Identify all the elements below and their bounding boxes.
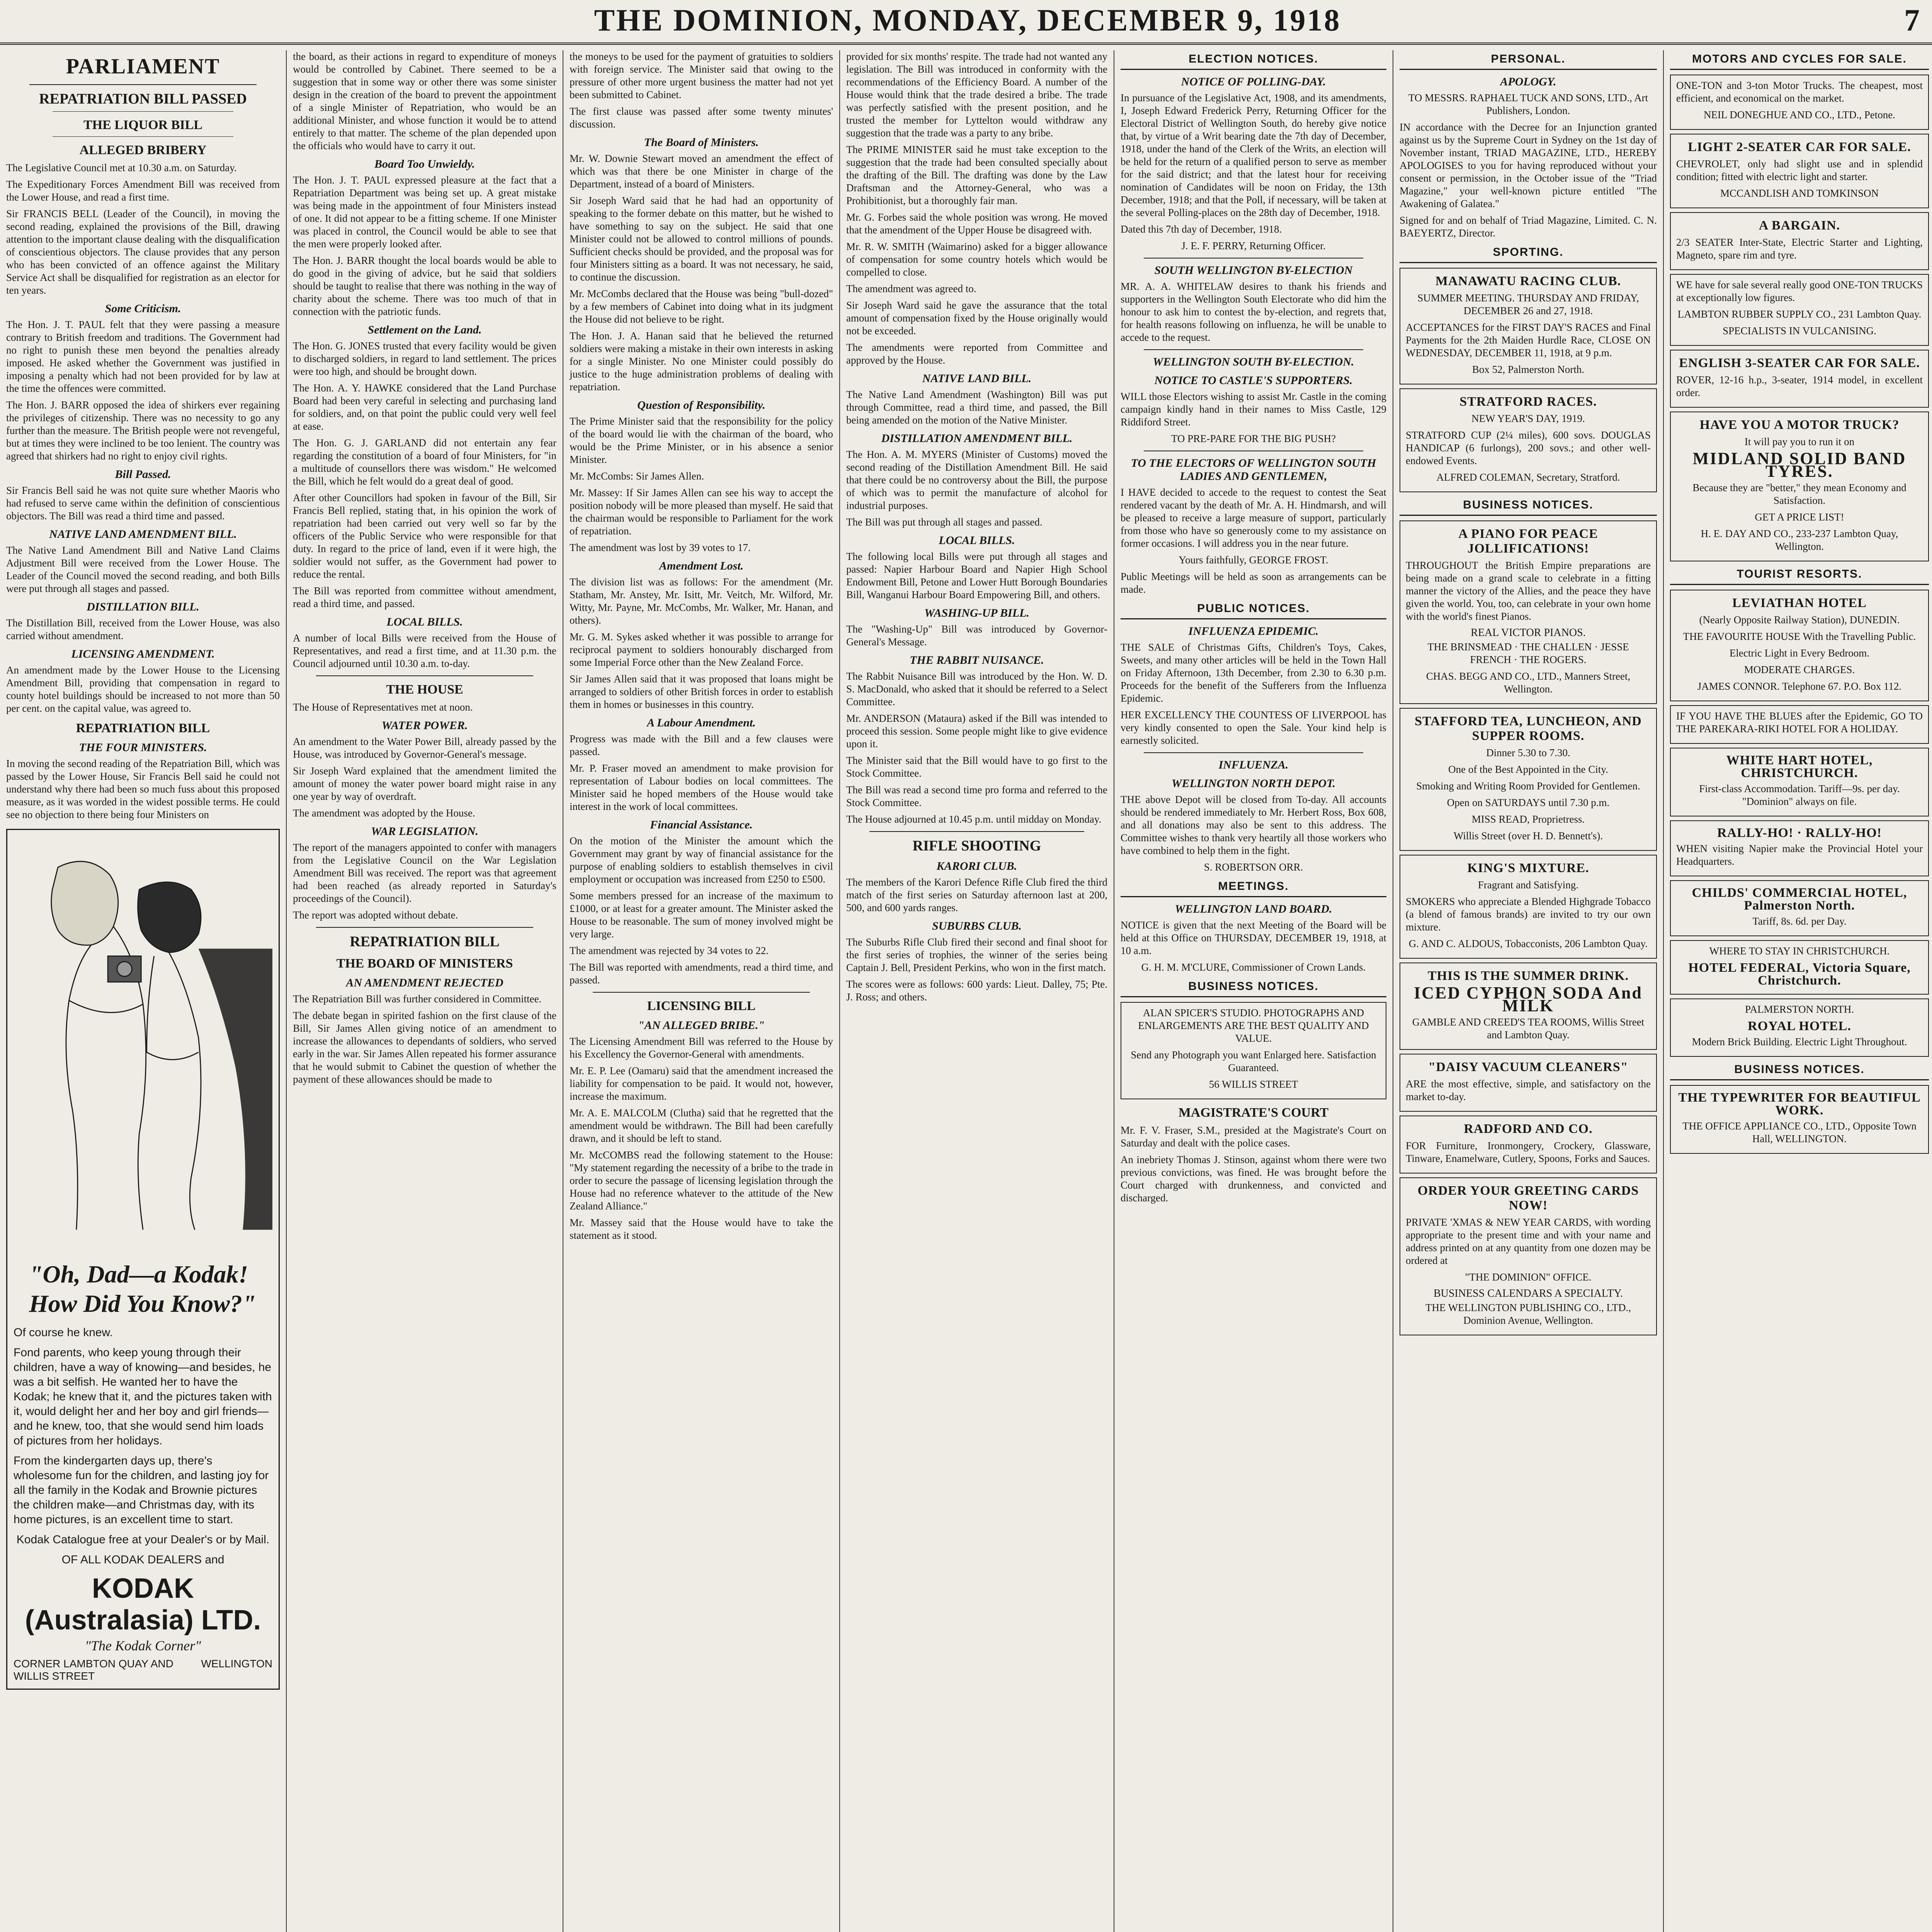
article-paragraph: The scores were as follows: 600 yards: Lieut. Dalley, 75; Pte. J. Ross; and others. xyxy=(846,978,1107,1003)
bribery-headline: ALLEGED BRIBERY xyxy=(79,143,207,157)
divider xyxy=(1144,258,1363,259)
ad-text: IF YOU HAVE THE BLUES after the Epidemic, GO TO THE PAREKARA-RIKI HOTEL FOR A HOLIDAY. xyxy=(1676,710,1923,735)
article-paragraph: The Licensing Amendment Bill was referred to the House by his Excellency the Governor-General with amendments. xyxy=(570,1036,833,1060)
notice-text: I HAVE decided to accede to the request to contest the Seat rendered vacant by the death of Mr. A. H. Hindmarsh, and will be pleased to receive a large measure of support, particularly from those who have so generously come to my assistance on former occasions. I will address you in the near future. xyxy=(1121,486,1386,549)
notice-text: THE above Depot will be closed from To-day. All accounts should be rendered immediately to Mr. Herbert Ross, Box 608, and all donations may also be sent to this address. The Committee wishes to thank very heartily all those workers who have combined to help them in the fight. xyxy=(1121,794,1386,856)
article-paragraph: Sir Joseph Ward explained that the amendment limited the amount of money the water power board might raise in any one year by way of overdraft. xyxy=(293,765,556,802)
ad-text: ICED CYPHON SODA And MILK xyxy=(1414,983,1643,1015)
advertisement xyxy=(1670,274,1929,346)
kodak-city: WELLINGTON xyxy=(201,1658,272,1670)
subheading: AN AMENDMENT REJECTED xyxy=(346,976,503,989)
section-header: MEETINGS. xyxy=(1121,878,1386,897)
column-motors xyxy=(1663,50,1932,1932)
father-daughter-illustration xyxy=(14,836,272,1253)
ad-text: Because they are "better," they mean Economy and Satisfaction. xyxy=(1692,482,1906,506)
kodak-address: CORNER LAMBTON QUAY AND WILLIS STREET xyxy=(14,1658,173,1682)
ad-title: ROYAL HOTEL. xyxy=(1748,1019,1851,1033)
notice-text: Dated this 7th day of December, 1918. xyxy=(1121,223,1282,235)
ad-title: LIGHT 2-SEATER CAR FOR SALE. xyxy=(1688,140,1911,154)
page-title: THE DOMINION, MONDAY, DECEMBER 9, 1918 xyxy=(594,3,1341,37)
subheading: Some Criticism. xyxy=(105,302,181,315)
ad-text: "THE DOMINION" OFFICE. xyxy=(1465,1271,1592,1283)
ad-text: STRATFORD CUP (2¼ miles), 600 sovs. DOUGLAS HANDICAP (6 furlongs), 200 sovs.; and other well-endowed Events. xyxy=(1406,429,1651,466)
article-paragraph: The Native Land Amendment Bill and Native Land Claims Adjustment Bill were received from the Lower House. The Leader of the Council moved the second reading, and both Bills were put through all stages and passed. xyxy=(6,544,280,594)
ad-text: CHEVROLET, only had slight use and in splendid condition; fitted with electric light and starter. xyxy=(1676,158,1923,182)
notice-title: INFLUENZA EPIDEMIC. xyxy=(1188,625,1319,638)
notice-text: IN accordance with the Decree for an Injunction granted against us by the Supreme Court in Sydney on the 1st day of November instant, TRIAD MAGAZINE, LTD., HEREBY APOLOGISES to you for having reproduced without your consent or permission, in the October issue of the "Triad Magazine," your well-known picture entitled "The Awakening of Galatea." xyxy=(1400,121,1657,209)
advertisement xyxy=(1670,412,1929,561)
ad-text: GET A PRICE LIST! xyxy=(1755,511,1844,523)
ad-title: HAVE YOU A MOTOR TRUCK? xyxy=(1699,418,1900,432)
licensing-bill-heading: LICENSING BILL xyxy=(647,999,756,1013)
kodak-copy: From the kindergarten days up, there's wholesome fun for the children, and lasting joy for all the family in the Kodak and Brownie pictures the children make—and Christmas day, with its home pictures, is an excellent time to start. xyxy=(14,1454,269,1526)
kodak-address-row xyxy=(14,1658,272,1682)
subheading: DISTILLATION AMENDMENT BILL. xyxy=(881,432,1073,445)
ad-text: ONE-TON and 3-ton Motor Trucks. The cheapest, most efficient, and economical on the market. xyxy=(1676,80,1923,104)
subheading: The Board of Ministers. xyxy=(644,136,759,149)
advertisement xyxy=(1400,963,1657,1050)
article-paragraph: Mr. R. W. SMITH (Waimarino) asked for a bigger allowance of compensation for some country hotels which would be compelled to close. xyxy=(846,241,1107,278)
notice-signature: Yours faithfully, GEORGE FROST. xyxy=(1179,554,1328,566)
article-paragraph: On the motion of the Minister the amount which the Government may grant by way of financial assistance for the purpose of enabling soldiers to establish themselves in civil employment or occupation was increased from £250 to £500. xyxy=(570,835,833,885)
ad-title: THE TYPEWRITER FOR BEAUTIFUL WORK. xyxy=(1678,1090,1921,1117)
section-header: BUSINESS NOTICES. xyxy=(1400,496,1657,516)
article-paragraph: The amendment was adopted by the House. xyxy=(293,807,475,819)
advertisement xyxy=(1400,855,1657,959)
article-paragraph: The House adjourned at 10.45 p.m. until midday on Monday. xyxy=(846,813,1102,825)
ad-text: Dinner 5.30 to 7.30. xyxy=(1486,747,1570,759)
ad-title: A BARGAIN. xyxy=(1759,218,1840,233)
ad-text: FOR Furniture, Ironmongery, Crockery, Glassware, Tinware, Enamelware, Cutlery, Spoons, Forks and Sauces. xyxy=(1406,1140,1651,1164)
kodak-advertisement xyxy=(6,829,280,1690)
advertisement xyxy=(1400,708,1657,851)
advertisement xyxy=(1400,520,1657,704)
subheading: THE RABBIT NUISANCE. xyxy=(910,654,1044,667)
article-paragraph: The Distillation Bill, received from the Lower House, was also carried without amendment. xyxy=(6,617,280,641)
ad-title: ORDER YOUR GREETING CARDS NOW! xyxy=(1417,1184,1639,1213)
subheading: Financial Assistance. xyxy=(650,818,753,831)
subheading: Bill Passed. xyxy=(115,468,171,481)
ad-text: LAMBTON RUBBER SUPPLY CO., 231 Lambton Quay. xyxy=(1677,308,1922,320)
page-number: 7 xyxy=(1904,3,1920,37)
article-paragraph: Mr. F. V. Fraser, S.M., presided at the Magistrate's Court on Saturday and dealt with the police cases. xyxy=(1121,1124,1386,1149)
ad-title: STAFFORD TEA, LUNCHEON, AND SUPPER ROOMS. xyxy=(1415,714,1642,743)
ad-title: RALLY-HO! · RALLY-HO! xyxy=(1717,826,1882,840)
subheading: Question of Responsibility. xyxy=(637,399,765,412)
ad-subtitle: REAL VICTOR PIANOS. xyxy=(1471,627,1586,639)
ad-subtitle: BUSINESS CALENDARS A SPECIALTY. xyxy=(1433,1287,1623,1299)
article-paragraph: The members of the Karori Defence Rifle Club fired the third match of the first series on Saturday afternoon last at 200, 500, and 600 yards ranges. xyxy=(846,876,1107,913)
kodak-dealers-line: OF ALL KODAK DEALERS and xyxy=(61,1553,224,1566)
advertisement xyxy=(1670,820,1929,876)
ad-text: ROVER, 12-16 h.p., 3-seater, 1914 model, in excellent order. xyxy=(1676,374,1923,398)
ad-text: SMOKERS who appreciate a Blended Highgrade Tobacco (a blend of famous brands) are invited to try our own mixture. xyxy=(1406,896,1651,933)
notice-text: TO MESSRS. RAPHAEL TUCK AND SONS, LTD., Art Publishers, London. xyxy=(1408,92,1648,116)
repatriation-bill-heading: REPATRIATION BILL xyxy=(76,721,210,735)
notice-title: WELLINGTON NORTH DEPOT. xyxy=(1171,777,1336,790)
column-parliament xyxy=(0,50,286,1932)
ad-text: WHEN visiting Napier make the Provincial Hotel your Headquarters. xyxy=(1676,843,1923,867)
advertisement xyxy=(1670,748,1929,816)
column-house xyxy=(563,50,839,1932)
ad-text: GAMBLE AND CREED'S TEA ROOMS, Willis Street and Lambton Quay. xyxy=(1412,1016,1645,1041)
subheading: Amendment Lost. xyxy=(659,560,744,572)
subheading: A Labour Amendment. xyxy=(647,716,756,729)
article-paragraph: Mr. McCombs declared that the House was being "bull-dozed" by a few members of Cabinet into doing what in its judgment the House did not believe to be right. xyxy=(570,288,833,325)
ad-text: SUMMER MEETING. THURSDAY AND FRIDAY, DECEMBER 26 and 27, 1918. xyxy=(1417,292,1639,316)
advertisement xyxy=(1670,940,1929,995)
ad-title: LEVIATHAN HOTEL xyxy=(1732,596,1867,610)
column-council xyxy=(286,50,563,1932)
house-heading: THE HOUSE xyxy=(386,682,463,697)
ad-title: ENGLISH 3-SEATER CAR FOR SALE. xyxy=(1679,356,1920,370)
ad-text: MIDLAND SOLID BAND TYRES. xyxy=(1692,449,1906,481)
ad-title: CHILDS' COMMERCIAL HOTEL, Palmerston North. xyxy=(1692,886,1907,913)
subheading: LOCAL BILLS. xyxy=(386,616,463,628)
notice-title: WELLINGTON LAND BOARD. xyxy=(1175,903,1332,915)
ad-title: WHITE HART HOTEL, CHRISTCHURCH. xyxy=(1726,753,1873,780)
article-paragraph: The Hon. A. Y. HAWKE considered that the Land Purchase Board had been very careful in selecting and purchasing land for soldiers, and, on that point the public could very well feel at ease. xyxy=(293,382,556,432)
article-paragraph: The Bill was reported with amendments, read a third time, and passed. xyxy=(570,961,833,986)
notice-text: THE SALE of Christmas Gifts, Children's Toys, Cakes, Sweets, and many other articles will be held in the Town Hall on Friday Afternoon, 13th December, from 2.30 to 6.30 p.m. Proceeds for the benefit of the Sufferers from the Influenza Epidemic. xyxy=(1121,641,1386,704)
article-paragraph: The amendments were reported from Committee and approved by the House. xyxy=(846,342,1107,366)
ad-title: "DAISY VACUUM CLEANERS" xyxy=(1428,1060,1628,1074)
subheading: Board Too Unwieldy. xyxy=(374,158,475,170)
section-header: BUSINESS NOTICES. xyxy=(1670,1061,1929,1080)
subheading: LICENSING AMENDMENT. xyxy=(71,648,215,660)
ad-text: NEIL DONEGHUE AND CO., LTD., Petone. xyxy=(1704,109,1895,121)
parliament-heading: PARLIAMENT xyxy=(66,54,220,78)
section-header: PUBLIC NOTICES. xyxy=(1121,600,1386,619)
article-paragraph: The Native Land Amendment (Washington) Bill was put through Committee, read a third time, and passed, the Bill being amended on the motion of the Native Minister. xyxy=(846,389,1107,426)
notice-signature: S. ROBERTSON ORR. xyxy=(1204,861,1303,873)
article-paragraph: The PRIME MINISTER said he must take exception to the suggestion that the trade had been consulted specially about the drafting of the Bill. The drafting was done by the Law Draftsman and the Attorney-General, who was a Prohibitionist, but a thoroughly fair man. xyxy=(846,144,1107,206)
divider xyxy=(1144,752,1363,753)
article-paragraph: Mr. ANDERSON (Mataura) asked if the Bill was intended to proceed this session. Some people might like to give evidence upon it. xyxy=(846,713,1107,750)
notice-text: TO PRE-PARE FOR THE BIG PUSH? xyxy=(1171,433,1336,444)
notice-signature: Signed for and on behalf of Triad Magazine, Limited. C. N. BAEYERTZ, Director. xyxy=(1400,214,1657,239)
article-paragraph: provided for six months' respite. The trade had not wanted any legislation. The Bill was introduced in conformity with the recommendations of the Efficiency Board. A number of the House would think that the trade desired a bribe. The trade was perfectly satisfied with the present position, and he trusted the member for Lyttelton would withdraw any suggestion that the trade was a party to any bribe. xyxy=(846,51,1107,139)
advertisement xyxy=(1400,268,1657,384)
article-paragraph: The Hon. J. T. PAUL expressed pleasure at the fact that a Repatriation Department was being set up. A great mistake was being made in the appointment of four Ministers instead of one. It did not appear to be a fitting scheme. If one Minister was placed in control, the Council would be able to see that the men were properly looked after. xyxy=(293,174,556,250)
subheading: WAR LEGISLATION. xyxy=(371,825,478,838)
article-paragraph: Mr. W. Downie Stewart moved an amendment the effect of which was that there be one Minister in charge of the Department, instead of a board of Ministers. xyxy=(570,153,833,190)
column-bills xyxy=(839,50,1114,1932)
article-paragraph: The division list was as follows: For the amendment (Mr. Statham, Mr. Anstey, Mr. Isitt, Mr. Veitch, Mr. Wilford, Mr. Witty, Mr. Payne, Mr. McCombs, Mr. Walker, Mr. Hanan, and others). xyxy=(570,576,833,626)
advertisement xyxy=(1670,1085,1929,1154)
ad-text: ALFRED COLEMAN, Secretary, Stratford. xyxy=(1436,471,1620,483)
subheading: THE FOUR MINISTERS. xyxy=(79,741,207,754)
kodak-brand: KODAK (Australasia) LTD. xyxy=(25,1573,261,1636)
ad-text: PRIVATE 'XMAS & NEW YEAR CARDS, with wording appropriate to the present time and with your name and address printed on at any quantity from one dozen may be ordered at xyxy=(1406,1216,1651,1266)
article-paragraph: The Hon. J. A. Hanan said that he believed the returned soldiers were making a mistake in their own interests in asking for a single Minister. No one Minister could possibly do justice to the huge administration problems of dealing with repatriation. xyxy=(570,330,833,393)
ad-title: THIS IS THE SUMMER DRINK. xyxy=(1427,969,1629,983)
divider xyxy=(1144,349,1363,350)
ad-text: Send any Photograph you want Enlarged here. Satisfaction Guaranteed. xyxy=(1131,1049,1376,1073)
article-paragraph: The debate began in spirited fashion on the first clause of the Bill, Sir James Allen giving notice of an amendment to increase the allowances to dependants of soldiers, who served early in the war. Sir James Allen repeated his former assurance that he would submit to Cabinet the question of whether the payment of these allowances should be made to xyxy=(293,1010,556,1085)
column-election-notices xyxy=(1114,50,1393,1932)
article-paragraph: An inebriety Thomas J. Stinson, against whom there were two previous convictions, was fined. He was brought before the Court charged with drunkenness, and convicted and discharged. xyxy=(1121,1154,1386,1204)
article-paragraph: Sir Joseph Ward said that he had had an opportunity of speaking to the former debate on this matter, but he wished to have something to say on the subject. He said that one Minister could not be allowed to control millions of pounds. Sufficient checks should be provided, and the proposal was for four Ministers sitting as a board. It was not necessary, he said, to continue the discussion. xyxy=(570,195,833,283)
notice-text: In pursuance of the Legislative Act, 1908, and its amendments, I, Joseph Edward Frederick Perry, Returning Officer for the Electoral District of Wellington South, do hereby give notice that, by virtue of a Writ bearing date the 7th day of December, 1918, under the hand of the Clerk of the Writs, an election will be held for the return of a qualified person to serve as member for the said district; and that the latest hour for receiving nomination of Candidates will be noon on Friday, the 13th December, 1918; and that the Poll, if necessary, will be taken at the several Polling-places on the 28th day of December, 1918. xyxy=(1121,92,1386,218)
article-paragraph: Sir FRANCIS BELL (Leader of the Council), in moving the second reading, explained the provisions of the Bill, drawing attention to the important clause dealing with the disqualification of conscientious objectors. The clause provides that any person who has been convicted of an offence against the Military Service Act shall be disqualified for registration as an elector for ten years. xyxy=(6,208,280,296)
kodak-corner: "The Kodak Corner" xyxy=(85,1638,201,1653)
advertisement xyxy=(1400,1177,1657,1335)
article-paragraph: Mr. A. E. MALCOLM (Clutha) said that he regretted that the amendment would be withdrawn. The Bill had been carefully drawn, and it should be left to stand. xyxy=(570,1107,833,1144)
ad-text: THE OFFICE APPLIANCE CO., LTD., Opposite Town Hall, WELLINGTON. xyxy=(1682,1120,1917,1145)
article-paragraph: Mr. Massey: If Sir James Allen can see his way to accept the position nobody will be more pleased than myself. He said that the chairman would be responsible to Parliament for the work of repatriation. xyxy=(570,487,833,537)
ad-text: ACCEPTANCES for the FIRST DAY'S RACES and Final Payments for the 2th Maiden Hurdle Race, CLOSE ON WEDNESDAY, DECEMBER 11, 1918, at 9 p.m. xyxy=(1406,321,1651,359)
article-paragraph: Sir James Allen said that it was proposed that loans might be arranged to soldiers of other British forces in order to establish them in homes or businesses in this country. xyxy=(570,673,833,710)
section-header: SPORTING. xyxy=(1400,243,1657,263)
ad-text: Fragrant and Satisfying. xyxy=(1478,879,1579,891)
kodak-headline: "Oh, Dad—a Kodak! How Did You Know?" xyxy=(29,1260,256,1317)
article-paragraph: Progress was made with the Bill and a few clauses were passed. xyxy=(570,733,833,757)
notice-text: Public Meetings will be held as soon as arrangements can be made. xyxy=(1121,571,1386,595)
ad-title: HOTEL FEDERAL, Victoria Square, Christchurch. xyxy=(1688,961,1911,988)
article-paragraph: The Prime Minister said that the responsibility for the policy of the board would lie with the chairman of the board, who would be the Prime Minister, or in his absence a senior Minister. xyxy=(570,415,833,465)
advertisement xyxy=(1400,1116,1657,1173)
article-paragraph: The Hon. J. BARR thought the local boards would be able to do good in the giving of advice, but he said that soldiers should be taught to realise that there was nothing in the way of charity about the scheme. There was too much of that in connection with the patriotic funds. xyxy=(293,255,556,317)
ad-text: THE WELLINGTON PUBLISHING CO., LTD., Dominion Avenue, Wellington. xyxy=(1425,1302,1631,1326)
article-paragraph: An amendment to the Water Power Bill, already passed by the House, was introduced by Governor-General's message. xyxy=(293,736,556,760)
article-paragraph: In moving the second reading of the Repatriation Bill, which was passed by the Lower House, Sir Francis Bell said he could not understand why there had been so much fuss about this proposed measure, as it was worded in the widest possible terms. He could see no objection to there being four Ministers on xyxy=(6,758,280,820)
notice-signature: G. H. M. M'CLURE, Commissioner of Crown Lands. xyxy=(1141,961,1366,973)
article-paragraph: The report was adopted without debate. xyxy=(293,909,458,921)
article-paragraph: The Minister said that the Bill would have to go first to the Stock Committee. xyxy=(846,755,1107,779)
ad-text: MODERATE CHARGES. xyxy=(1744,664,1855,675)
article-paragraph: Sir Francis Bell said he was not quite sure whether Maoris who had refused to serve came within the definition of conscientious objectors. The Bill was read a third time and passed. xyxy=(6,485,280,522)
board-of-ministers-heading: THE BOARD OF MINISTERS xyxy=(336,956,513,971)
article-paragraph: The amendment was rejected by 34 votes to 22. xyxy=(570,945,769,956)
divider xyxy=(869,831,1084,832)
notice-title: NOTICE TO CASTLE'S SUPPORTERS. xyxy=(1154,374,1353,387)
notice-signature: J. E. F. PERRY, Returning Officer. xyxy=(1181,240,1326,252)
article-paragraph: Mr. McCOMBS read the following statement to the House: "My statement regarding the necessity of a bribe to the trade in order to secure the passage of licensing legislation through the House had no reference whatever to the attitude of the New Zealand Alliance." xyxy=(570,1149,833,1212)
ad-text: Tariff, 8s. 6d. per Day. xyxy=(1752,915,1847,927)
advertisement xyxy=(1670,705,1929,744)
article-paragraph: After other Councillors had spoken in favour of the Bill, Sir Francis Bell replied, stating that, in his opinion the work of repatriation had been carried out very well so far by the officers of the Public Service who were responsible for that duty. In regard to the price of land, even if it were high, the soldier would not suffer, as the Government had power to reduce the rental. xyxy=(293,492,556,580)
notice-title: NOTICE OF POLLING-DAY. xyxy=(1181,75,1326,88)
article-paragraph: Mr. P. Fraser moved an amendment to make provision for representation of Labour bodies on local committees. The Minister said he hoped members of the House would take interest in the work of local committees. xyxy=(570,762,833,812)
section-header: MOTORS AND CYCLES FOR SALE. xyxy=(1670,50,1929,70)
article-paragraph: The Hon. G. J. GARLAND did not entertain any fear regarding the constitution of a board of four Ministers, for "in a multitude of counsellors there was wisdom." He welcomed the Bill, which he felt would do a great deal of good. xyxy=(293,437,556,487)
article-paragraph: The first clause was passed after some twenty minutes' discussion. xyxy=(570,105,833,130)
ad-text: THE BRINSMEAD · THE CHALLEN · JESSE FRENCH · THE ROGERS. xyxy=(1427,641,1629,665)
article-paragraph: The Hon. J. T. PAUL felt that they were passing a measure contrary to British freedom and traditions. The Government had no right to punish these men beyond the penalties already imposed. He asked whether the Government was justified in imposing a penalty which had not been provided for by law at the time the offences were committed. xyxy=(6,319,280,394)
subheading: NATIVE LAND BILL. xyxy=(922,372,1032,385)
article-paragraph: The following local Bills were put through all stages and passed: Napier Harbour Board and Napier High School Endowment Bill, Petone and Lower Hutt Borough Boundaries Bill, Wanganui Harbour Board Empowering Bill, and others. xyxy=(846,551,1107,600)
notice-text: NOTICE is given that the next Meeting of the Board will be held at this Office on THURSDAY, DECEMBER 19, 1918, at 10 a.m. xyxy=(1121,919,1386,956)
divider xyxy=(316,927,533,928)
ad-text: 2/3 SEATER Inter-State, Electric Starter and Lighting, Magneto, spare rim and tyre. xyxy=(1676,236,1923,261)
kodak-illustration xyxy=(14,836,272,1253)
notice-text: HER EXCELLENCY THE COUNTESS OF LIVERPOOL has very kindly consented to open the Sale. Your kind help is earnestly solicited. xyxy=(1121,709,1386,746)
advertisement xyxy=(1670,212,1929,270)
article-paragraph: The "Washing-Up" Bill was introduced by Governor-General's Message. xyxy=(846,623,1107,648)
advertisement xyxy=(1670,590,1929,701)
subheading: Settlement on the Land. xyxy=(367,323,482,336)
article-paragraph: Mr. G. M. Sykes asked whether it was possible to arrange for reciprocal payment to soldiers honourably discharged from some Imperial Force other than the New Zealand Force. xyxy=(570,631,833,668)
advertisement xyxy=(1121,1002,1386,1099)
ad-text: (Nearly Opposite Railway Station), DUNEDIN. xyxy=(1699,614,1900,626)
article-paragraph: The Expeditionary Forces Amendment Bill was received from the Lower House, and read a first time. xyxy=(6,179,280,203)
ad-text: Electric Light in Every Bedroom. xyxy=(1729,647,1870,659)
section-header: TOURIST RESORTS. xyxy=(1670,565,1929,585)
ad-text: G. AND C. ALDOUS, Tobacconists, 206 Lambton Quay. xyxy=(1408,938,1648,949)
ad-text: H. E. DAY AND CO., 233-237 Lambton Quay, Wellington. xyxy=(1701,528,1898,552)
article-paragraph: Some members pressed for an increase of the maximum to £1000, or at least for a greater amount. The Minister asked the House to be reasonable. The sum of money involved might be very large. xyxy=(570,890,833,940)
article-paragraph: The Bill was put through all stages and passed. xyxy=(846,516,1043,528)
article-paragraph: Mr. G. Forbes said the whole position was wrong. He moved that the amendment of the Upper House be disagreed with. xyxy=(846,211,1107,236)
article-paragraph: The Hon. J. BARR opposed the idea of shirkers ever regaining the privileges of citizenship. There was no necessity to go any further than the measure. The British people were not revengeful, but at times they were inclined to be too lenient. The country was agreed that shirkers had no right to enjoy civil rights. xyxy=(6,399,280,462)
advertisement xyxy=(1670,998,1929,1057)
ad-text: Smoking and Writing Room Provided for Gentlemen. xyxy=(1416,780,1640,792)
article-paragraph: Sir Joseph Ward said he gave the assurance that the total amount of compensation fixed by the House originally would not be exceeded. xyxy=(846,299,1107,337)
ad-text: It will pay you to run it on xyxy=(1744,436,1855,447)
article-paragraph: The report of the managers appointed to confer with managers from the Legislative Council on the War Legislation Amendment Bill was received. The report was that agreement had been reached (as already reported in Saturday's proceedings of the Council). xyxy=(293,842,556,904)
notice-text: WILL those Electors wishing to assist Mr. Castle in the coming campaign kindly hand in their names to Miss Castle, 129 Riddiford Street. xyxy=(1121,391,1386,428)
kodak-copy: Fond parents, who keep young through their children, have a way of knowing—and besides, he was a bit selfish. He wanted her to have the Kodak; he knew that it, and the pictures taken with it, would delight her and her boy and girl friends—and he knew, too, that she would send him loads of pictures from her holidays. xyxy=(14,1346,272,1447)
ad-text: WHERE TO STAY IN CHRISTCHURCH. xyxy=(1709,945,1890,957)
ad-text: THROUGHOUT the British Empire preparations are being made on a grand scale to celebrate in a fitting manner the victory of the Allies, and the peace they have given the world. You, too, can celebrate in your own home with the world's finest Pianos. xyxy=(1406,560,1651,622)
ad-text: WE have for sale several really good ONE-TON TRUCKS at exceptionally low figures. xyxy=(1676,279,1923,303)
ad-text: CHAS. BEGG AND CO., LTD., Manners Street, Wellington. xyxy=(1426,670,1631,695)
ad-text: MCCANDLISH AND TOMKINSON xyxy=(1720,187,1879,199)
article-paragraph: the board, as their actions in regard to expenditure of moneys would be controlled by Cabinet. There seemed to be a suggestion that in some way or other there was some sinister design in the creation of the board to prevent the appointment of a single Minister of Repatriation, who would be an additional Minister, and whose function it would be to attend entirely to that matter. The scheme of the plan depended upon the officials who would have to carry it out. xyxy=(293,51,556,151)
subheading: NATIVE LAND AMENDMENT BILL. xyxy=(49,528,237,541)
ad-text: ALAN SPICER'S STUDIO. PHOTOGRAPHS AND ENLARGEMENTS ARE THE BEST QUALITY AND VALUE. xyxy=(1138,1007,1369,1044)
ad-text: PALMERSTON NORTH. xyxy=(1745,1003,1854,1015)
advertisement xyxy=(1670,350,1929,408)
article-paragraph: The Repatriation Bill was further considered in Committee. xyxy=(293,993,542,1005)
advertisement xyxy=(1670,134,1929,208)
article-paragraph: Mr. McCombs: Sir James Allen. xyxy=(570,470,704,482)
article-paragraph: The Legislative Council met at 10.30 a.m. on Saturday. xyxy=(6,162,237,173)
ad-text: Box 52, Palmerston North. xyxy=(1472,364,1585,375)
kodak-catalogue-line: Kodak Catalogue free at your Dealer's or by Mail. xyxy=(16,1533,270,1546)
divider xyxy=(53,111,233,112)
ad-title: RADFORD AND CO. xyxy=(1464,1122,1593,1136)
column-personal xyxy=(1393,50,1663,1932)
ad-text: Willis Street (over H. D. Bennett's). xyxy=(1453,830,1603,842)
notice-title: TO THE ELECTORS OF WELLINGTON SOUTH LADIES AND GENTLEMEN, xyxy=(1131,457,1376,483)
notice-title: INFLUENZA. xyxy=(1218,759,1289,771)
ad-text: Open on SATURDAYS until 7.30 p.m. xyxy=(1447,797,1610,808)
ad-text: Modern Brick Building. Electric Light Throughout. xyxy=(1692,1036,1907,1048)
subheading: "AN ALLEGED BRIBE." xyxy=(638,1019,765,1032)
ad-title: KING'S MIXTURE. xyxy=(1467,861,1589,875)
ad-title: STRATFORD RACES. xyxy=(1459,395,1597,409)
advertisement xyxy=(1670,880,1929,936)
article-paragraph: The Suburbs Rifle Club fired their second and final shoot for the first series of trophies, the winner of the series being Captain J. Bell, President Perkins, who won in the first match. xyxy=(846,936,1107,973)
rifle-shooting-heading: RIFLE SHOOTING xyxy=(912,838,1041,854)
article-paragraph: The Bill was read a second time pro forma and referred to the Stock Committee. xyxy=(846,784,1107,808)
divider xyxy=(593,992,810,993)
ad-text: NEW YEAR'S DAY, 1919. xyxy=(1471,413,1585,424)
section-header: BUSINESS NOTICES. xyxy=(1121,978,1386,997)
article-paragraph: Mr. Massey said that the House would have to take the statement as it stood. xyxy=(570,1217,833,1241)
article-paragraph: Mr. E. P. Lee (Oamaru) said that the amendment increased the liability for compensation to be paid. It would not, however, increase the maximum. xyxy=(570,1065,833,1102)
subheading: DISTILLATION BILL. xyxy=(87,600,199,613)
subheading: KARORI CLUB. xyxy=(936,860,1017,872)
advertisement xyxy=(1670,75,1929,130)
repatriation-headline: REPATRIATION BILL PASSED xyxy=(39,91,247,107)
section-header: ELECTION NOTICES. xyxy=(1121,50,1386,70)
ad-text: THE FAVOURITE HOUSE With the Travelling Public. xyxy=(1683,631,1916,642)
notice-text: MR. A. A. WHITELAW desires to thank his friends and supporters in the Wellington South Electorate who did him the honour to ask him to contest the by-election, and regrets that, for health reasons following on influenza, he will be unable to accede to the request. xyxy=(1121,281,1386,343)
advertisement xyxy=(1400,1054,1657,1112)
ad-title: A PIANO FOR PEACE JOLLIFICATIONS! xyxy=(1458,527,1598,556)
notice-title: APOLOGY. xyxy=(1500,75,1556,88)
kodak-copy: Of course he knew. xyxy=(14,1326,113,1339)
liquor-headline: THE LIQUOR BILL xyxy=(83,118,202,132)
subheading: LOCAL BILLS. xyxy=(939,534,1015,547)
article-paragraph: The Hon. G. JONES trusted that every facility would be given to discharged soldiers, in regard to land settlement. The prices were too high, and should be brought down. xyxy=(293,340,556,377)
ad-text: One of the Best Appointed in the City. xyxy=(1448,764,1608,775)
article-paragraph: An amendment made by the Lower House to the Licensing Amendment Bill, providing that compensation in regard to county hotel buildings should be increased to not more than 50 per cent. on the capital value, was agreed to. xyxy=(6,664,280,714)
masthead xyxy=(0,0,1932,45)
ad-text: First-class Accommodation. Tariff—9s. per day. "Dominion" always on file. xyxy=(1699,783,1900,807)
notice-title: SOUTH WELLINGTON BY-ELECTION xyxy=(1154,264,1353,277)
article-paragraph: The Rabbit Nuisance Bill was introduced by the Hon. W. D. S. MacDonald, who asked that it should be referred to a Select Committee. xyxy=(846,670,1107,707)
repatriation-bill-heading: REPATRIATION BILL xyxy=(350,934,500,950)
advertisement xyxy=(1400,388,1657,492)
ad-text: SPECIALISTS IN VULCANISING. xyxy=(1723,325,1876,337)
subheading: WASHING-UP BILL. xyxy=(924,607,1029,619)
section-header: PERSONAL. xyxy=(1400,50,1657,70)
ad-text: ARE the most effective, simple, and satisfactory on the market to-day. xyxy=(1406,1078,1651,1102)
ad-text: JAMES CONNOR. Telephone 67. P.O. Box 112. xyxy=(1697,680,1902,692)
article-paragraph: the moneys to be used for the payment of gratuities to soldiers with foreign service. The Minister said that owing to the pressure of other more urgent business the matter had not yet been submitted to Cabinet. xyxy=(570,51,833,100)
magistrates-court-heading: MAGISTRATE'S COURT xyxy=(1178,1105,1329,1120)
divider xyxy=(53,136,233,137)
article-paragraph: The House of Representatives met at noon. xyxy=(293,701,473,713)
ad-title: MANAWATU RACING CLUB. xyxy=(1435,274,1621,288)
ad-text: MISS READ, Proprietress. xyxy=(1471,813,1585,825)
article-paragraph: The Hon. A. M. MYERS (Minister of Customs) moved the second reading of the Distillation Amendment Bill. He said that there could be no controversy about the Bill, the purpose of which was to permit the manufacture of alcohol for industrial purposes. xyxy=(846,449,1107,511)
ad-text: 56 WILLIS STREET xyxy=(1209,1078,1298,1090)
article-paragraph: A number of local Bills were received from the House of Representatives, and read a first time, and at 11.30 p.m. the Council adjourned until 10.30 a.m. to-day. xyxy=(293,632,556,669)
article-paragraph: The Bill was reported from committee without amendment, read a third time, and passed. xyxy=(293,585,556,609)
divider xyxy=(29,84,257,85)
subheading: SUBURBS CLUB. xyxy=(932,920,1022,932)
notice-title: WELLINGTON SOUTH BY-ELECTION. xyxy=(1153,355,1354,368)
subheading: WATER POWER. xyxy=(381,719,468,732)
article-paragraph: The amendment was lost by 39 votes to 17. xyxy=(570,542,751,553)
divider xyxy=(316,675,533,676)
article-paragraph: The amendment was agreed to. xyxy=(846,283,976,294)
